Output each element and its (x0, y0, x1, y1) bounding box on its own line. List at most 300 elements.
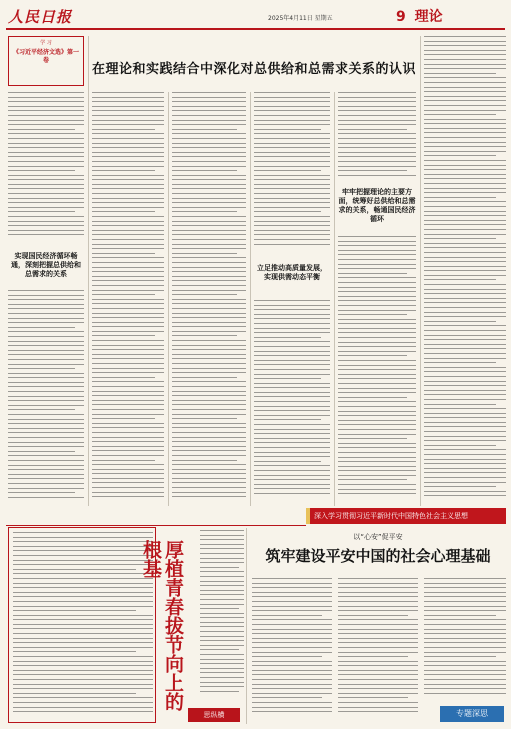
text-line (424, 123, 506, 124)
text-line (424, 105, 506, 106)
text-line (424, 279, 496, 280)
text-line (424, 376, 506, 377)
text-line (254, 364, 330, 365)
text-line (92, 257, 164, 258)
text-line (200, 613, 244, 614)
text-line (13, 624, 153, 625)
text-line (338, 475, 416, 476)
text-line (92, 262, 164, 263)
text-line (200, 654, 244, 655)
text-line (92, 156, 164, 157)
text-line (424, 325, 506, 326)
text-line (338, 378, 416, 379)
text-line (92, 221, 164, 222)
text-line (92, 248, 164, 249)
text-line (424, 155, 496, 156)
section-subhead: 实现国民经济循环畅通，深刻把握总供给和总需求的关系 (11, 252, 81, 278)
text-line (424, 174, 506, 175)
text-line (13, 532, 153, 533)
text-line (424, 77, 506, 78)
text-line (8, 331, 84, 332)
text-line (424, 619, 506, 620)
text-line (338, 629, 418, 630)
text-line (338, 152, 416, 153)
text-line (338, 619, 418, 620)
text-line (172, 354, 246, 355)
text-line (92, 188, 164, 189)
text-line (172, 308, 246, 309)
text-line (424, 348, 506, 349)
text-line (338, 129, 407, 130)
text-line (200, 604, 244, 605)
text-line (8, 92, 84, 93)
text-line (172, 414, 246, 415)
text-line (254, 138, 330, 139)
text-line (338, 166, 416, 167)
boxed-article (8, 527, 156, 723)
text-line (338, 592, 418, 593)
text-line (172, 303, 246, 304)
text-line (252, 674, 332, 675)
text-line (254, 383, 330, 384)
text-line (92, 469, 164, 470)
text-line (254, 442, 330, 443)
text-line (8, 234, 84, 235)
text-line (92, 276, 164, 277)
text-line (92, 280, 164, 281)
text-line (172, 460, 237, 461)
masthead-rule (6, 28, 505, 30)
text-line (338, 674, 418, 675)
text-line (254, 346, 330, 347)
text-line (8, 492, 75, 493)
text-line (8, 147, 84, 148)
text-line (252, 707, 332, 708)
text-line (254, 147, 330, 148)
text-line (424, 151, 506, 152)
text-line (424, 59, 506, 60)
text-line (92, 381, 164, 382)
text-line (424, 234, 506, 235)
text-line (92, 170, 155, 171)
text-line (172, 110, 246, 111)
text-line (8, 299, 84, 300)
study-title: 《习近平经济文选》第一卷 (12, 49, 79, 64)
text-line (172, 368, 246, 369)
text-line (254, 447, 330, 448)
text-line (13, 642, 153, 643)
text-line (252, 642, 332, 643)
text-line (92, 340, 164, 341)
text-line (338, 314, 407, 315)
text-line (424, 45, 506, 46)
text-line (254, 378, 321, 379)
text-line (92, 404, 164, 405)
text-line (252, 615, 322, 616)
text-line (424, 243, 506, 244)
text-line (8, 359, 84, 360)
text-line (92, 211, 155, 212)
text-line (424, 449, 506, 450)
text-line (424, 142, 506, 143)
text-line (8, 184, 84, 185)
text-line (424, 629, 506, 630)
text-line (424, 454, 506, 455)
text-line (424, 633, 506, 634)
text-line (254, 106, 330, 107)
text-line (172, 101, 246, 102)
text-line (338, 596, 418, 597)
text-line (424, 257, 506, 258)
text-line (13, 693, 136, 694)
text-line (252, 679, 332, 680)
text-line (254, 429, 330, 430)
text-line (254, 318, 330, 319)
text-line (338, 461, 416, 462)
text-line (92, 313, 164, 314)
text-line (424, 100, 506, 101)
text-line (424, 128, 506, 129)
text-line (8, 170, 75, 171)
text-line (172, 97, 246, 98)
text-line (254, 101, 330, 102)
text-line (8, 138, 84, 139)
text-line (254, 396, 330, 397)
text-line (8, 336, 84, 337)
text-line (338, 328, 416, 329)
text-line (338, 434, 416, 435)
text-line (172, 248, 246, 249)
text-line (424, 321, 496, 322)
text-line (92, 234, 164, 235)
text-line (424, 436, 506, 437)
text-line (254, 110, 330, 111)
text-line (8, 460, 84, 461)
text-line (424, 293, 506, 294)
text-line (92, 322, 164, 323)
text-line (8, 175, 84, 176)
text-line (424, 220, 506, 221)
text-line (338, 415, 416, 416)
text-line (254, 369, 330, 370)
text-line (424, 312, 506, 313)
page-number (396, 6, 506, 26)
text-line (172, 133, 246, 134)
text-line (172, 313, 246, 314)
text-line (254, 355, 330, 356)
text-line (424, 367, 506, 368)
text-line (254, 332, 330, 333)
text-line (92, 414, 164, 415)
text-line (8, 161, 84, 162)
text-line (200, 567, 239, 568)
text-line (172, 221, 246, 222)
text-line (8, 488, 84, 489)
text-line (254, 156, 330, 157)
text-line (424, 183, 506, 184)
text-line (254, 161, 330, 162)
text-line (424, 353, 506, 354)
text-line (254, 314, 330, 315)
text-line (172, 492, 246, 493)
study-box (8, 36, 84, 86)
text-line (424, 87, 506, 88)
text-line (254, 360, 330, 361)
text-line (200, 599, 244, 600)
text-line (8, 179, 84, 180)
text-line (424, 674, 506, 675)
text-line (8, 396, 84, 397)
text-line (424, 592, 506, 593)
text-line (424, 670, 506, 671)
text-line (424, 238, 496, 239)
text-line (338, 447, 416, 448)
text-line (200, 553, 244, 554)
text-line (252, 606, 332, 607)
text-line (338, 147, 416, 148)
study-kicker: 学 习 (40, 40, 52, 46)
text-line (8, 129, 75, 130)
text-line (172, 446, 246, 447)
text-line (424, 477, 506, 478)
text-line (172, 473, 246, 474)
text-line (8, 193, 84, 194)
text-line (252, 684, 332, 685)
text-line (424, 688, 506, 689)
text-line (172, 340, 246, 341)
text-line (200, 571, 244, 572)
text-line (254, 488, 330, 489)
text-line (8, 497, 84, 498)
article-headline: 筑牢建设平安中国的社会心理基础 (265, 547, 491, 565)
text-line (92, 290, 164, 291)
text-line (424, 275, 506, 276)
text-line (338, 424, 416, 425)
text-line (424, 114, 496, 115)
text-line (92, 143, 164, 144)
text-line (424, 459, 506, 460)
text-line (254, 92, 330, 93)
text-line (424, 491, 506, 492)
text-line (424, 408, 506, 409)
text-line (254, 493, 330, 494)
text-line (200, 672, 244, 673)
text-line (254, 202, 330, 203)
text-line (252, 601, 332, 602)
section-name: 理论 (414, 9, 443, 25)
text-line (92, 202, 164, 203)
text-line (172, 152, 246, 153)
text-line (424, 307, 506, 308)
text-line (252, 578, 332, 579)
text-line (92, 299, 164, 300)
text-line (13, 647, 153, 648)
text-line (172, 225, 246, 226)
text-line (254, 341, 330, 342)
text-line (424, 417, 506, 418)
text-line (424, 362, 496, 363)
text-line (13, 555, 153, 556)
text-line (92, 115, 164, 116)
text-line (200, 617, 244, 618)
body-text-column (172, 92, 246, 502)
text-line (424, 358, 506, 359)
text-line (254, 198, 330, 199)
text-line (172, 280, 246, 281)
text-line (92, 478, 164, 479)
text-line (172, 271, 246, 272)
text-line (424, 91, 506, 92)
text-line (13, 665, 153, 666)
text-line (252, 583, 332, 584)
text-line (92, 455, 164, 456)
text-line (172, 156, 246, 157)
text-line (8, 120, 84, 121)
text-line (13, 546, 153, 547)
text-line (424, 642, 506, 643)
text-line (92, 496, 164, 497)
text-line (252, 619, 332, 620)
text-line (424, 693, 506, 694)
text-line (92, 317, 164, 318)
text-line (424, 339, 506, 340)
text-line (200, 640, 244, 641)
text-line (92, 129, 155, 130)
column-divider (246, 528, 247, 724)
text-line (172, 138, 246, 139)
text-line (424, 583, 506, 584)
body-text-column (338, 92, 416, 182)
text-line (8, 373, 84, 374)
text-line (338, 351, 416, 352)
text-line (424, 596, 506, 597)
text-line (8, 354, 84, 355)
text-line (338, 392, 416, 393)
text-line (92, 110, 164, 111)
text-line (92, 120, 164, 121)
text-line (254, 465, 330, 466)
text-line (254, 175, 330, 176)
text-line (338, 268, 416, 269)
text-line (200, 535, 244, 536)
text-line (8, 455, 84, 456)
column-divider (168, 92, 169, 506)
text-line (338, 489, 416, 490)
text-line (200, 544, 244, 545)
text-line (254, 124, 330, 125)
text-line (338, 484, 416, 485)
text-line (254, 309, 330, 310)
text-line (92, 244, 164, 245)
text-line (252, 652, 332, 653)
text-line (252, 711, 332, 712)
text-line (254, 305, 330, 306)
text-line (172, 363, 246, 364)
text-line (8, 474, 84, 475)
text-line (254, 179, 330, 180)
text-line (338, 106, 416, 107)
text-line (254, 392, 330, 393)
text-line (92, 345, 164, 346)
text-line (338, 360, 416, 361)
text-line (92, 391, 164, 392)
text-line (200, 636, 244, 637)
text-line (172, 404, 246, 405)
text-line (92, 473, 164, 474)
text-line (172, 115, 246, 116)
text-line (338, 711, 418, 712)
text-line (424, 261, 506, 262)
text-line (92, 441, 164, 442)
text-line (8, 308, 84, 309)
text-line (252, 670, 332, 671)
text-line (13, 573, 153, 574)
text-line (424, 192, 506, 193)
text-line (252, 702, 332, 703)
text-line (254, 424, 330, 425)
text-line (92, 349, 164, 350)
text-line (92, 427, 164, 428)
text-line (424, 201, 506, 202)
text-line (424, 381, 506, 382)
text-line (92, 230, 164, 231)
column-divider (88, 36, 89, 506)
text-line (172, 423, 246, 424)
text-line (200, 562, 244, 563)
text-line (172, 202, 246, 203)
text-line (13, 651, 136, 652)
text-line (13, 583, 153, 584)
text-line (92, 285, 164, 286)
text-line (172, 432, 246, 433)
text-line (8, 207, 84, 208)
text-line (338, 670, 418, 671)
text-line (172, 193, 246, 194)
text-line (13, 633, 153, 634)
text-line (8, 382, 84, 383)
text-line (8, 327, 75, 328)
text-line (92, 106, 164, 107)
text-line (424, 610, 506, 611)
text-line (92, 161, 164, 162)
text-line (252, 693, 332, 694)
text-line (200, 539, 244, 540)
text-line (92, 193, 164, 194)
text-line (338, 115, 416, 116)
text-line (13, 688, 153, 689)
body-text-column (424, 36, 506, 502)
text-line (8, 188, 84, 189)
text-line (8, 409, 75, 410)
text-line (254, 300, 330, 301)
text-line (338, 493, 416, 494)
text-line (424, 426, 506, 427)
text-line (200, 548, 244, 549)
text-line (92, 271, 164, 272)
text-line (254, 461, 321, 462)
text-line (254, 216, 330, 217)
text-line (13, 670, 153, 671)
text-line (254, 170, 321, 171)
text-line (338, 346, 416, 347)
text-line (338, 300, 416, 301)
text-line (338, 383, 416, 384)
text-line (254, 230, 330, 231)
text-line (172, 120, 246, 121)
text-line (92, 450, 164, 451)
text-line (8, 469, 84, 470)
text-line (424, 440, 506, 441)
